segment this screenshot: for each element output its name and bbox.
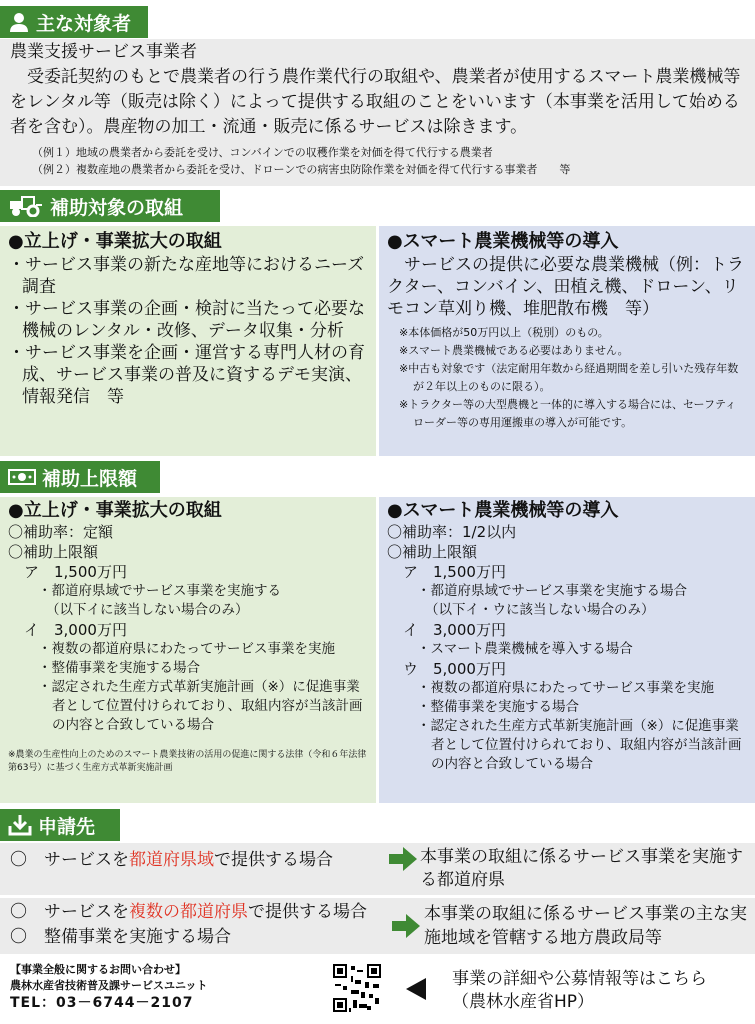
left-item: ・サービス事業の新たな産地等におけるニーズ調査: [8, 255, 365, 297]
download-icon: [8, 814, 32, 836]
tier-cond: ・認定された生産方式革新実施計画（※）に促進事業者として位置付けられており、取組内容が当該計画の内容と合致している場合: [417, 718, 742, 772]
right-note: ※スマート農業機械である必要はありません。: [399, 344, 629, 357]
right-note: ※本体価格が50万円以上（税別）のもの。: [399, 326, 609, 339]
subsidy-target-left: [0, 226, 376, 456]
contact-tel: TEL：03－6744－2107: [10, 995, 194, 1011]
link-sub: （農林水産省HP）: [452, 992, 595, 1012]
header-subsidy-target: [0, 190, 220, 222]
subsidy-target-right: [379, 226, 755, 456]
target-heading: 農業支援サービス事業者: [10, 42, 197, 62]
contact-title: 【事業全般に関するお問い合わせ】: [10, 963, 186, 976]
money-icon: [8, 467, 36, 487]
contact-block: [10, 962, 310, 1022]
subsidy-limit-right: [379, 497, 755, 803]
tier-cond: ・整備事業を実施する場合: [38, 660, 200, 676]
apply-condition-pre: 〇 サービスを: [10, 850, 129, 870]
apply-condition: [10, 902, 367, 923]
arrow-right-icon: [389, 847, 417, 871]
target-example-1: （例１）地域の農業者から委託を受け、コンバインでの収穫作業を対価を得て代行する農業者: [32, 146, 493, 159]
apply-condition-highlight: 複数の都道府県: [129, 902, 248, 922]
header-title: 補助対象の取組: [50, 196, 184, 219]
limit-label: 〇補助上限額: [8, 543, 99, 561]
contact-org: 農林水産省技術普及課サービスユニット: [10, 979, 208, 992]
left-item: ・サービス事業を企画・運営する専門人材の育成、サービス事業の普及に資するデモ実演、情報発信 等: [8, 343, 365, 407]
arrow-right-icon: [392, 914, 420, 938]
right-body: サービスの提供に必要な農業機械（例：トラクター、コンバイン、田植え機、ドローン、リモコン草刈り機、堆肥散布機 等）: [387, 255, 744, 319]
tier-cond: ・認定された生産方式革新実施計画（※）に促進事業者として位置付けられており、取組内容が当該計画の内容と合致している場合: [38, 679, 363, 733]
header-target: [0, 6, 148, 38]
person-icon: [8, 11, 30, 33]
apply-destination: 本事業の取組に係るサービス事業の主な実施地域を管轄する地方農政局等: [424, 904, 747, 948]
apply-condition-post: で提供する場合: [214, 850, 333, 870]
tractor-icon: [8, 195, 44, 217]
rate-label: 〇補助率：定額: [8, 523, 114, 541]
tier-label: ウ 5,000万円: [403, 660, 506, 678]
apply-condition-post: で提供する場合: [248, 902, 367, 922]
apply-condition-highlight: 都道府県域: [129, 850, 214, 870]
limit-label: 〇補助上限額: [387, 543, 478, 561]
tier-cond: ・複数の都道府県にわたってサービス事業を実施: [38, 641, 335, 657]
right-note: ※中古も対象です（法定耐用年数から経過期間を差し引いた残存年数が２年以上のものに限る）。: [399, 362, 739, 393]
triangle-left-icon: [406, 978, 426, 1000]
left-heading: ●立上げ・事業拡大の取組: [8, 500, 222, 521]
apply-condition-pre: 〇 サービスを: [10, 902, 129, 922]
rate-label: 〇補助率：1/2以内: [387, 523, 517, 541]
tier-label: イ 3,000万円: [24, 621, 127, 639]
tier-label: ア 1,500万円: [403, 563, 506, 581]
right-note: ※トラクター等の大型農機と一体的に導入する場合には、セーフティローダー等の専用運搬車の導入が可能です。: [399, 398, 737, 429]
apply-row-1: [0, 843, 755, 895]
tier-cond: （以下イ・ウに該当しない場合のみ）: [425, 602, 655, 618]
tier-label: イ 3,000万円: [403, 621, 506, 639]
apply-condition: [10, 850, 333, 871]
tier-cond: ・都道府県域でサービス事業を実施する場合: [417, 583, 687, 599]
link-text[interactable]: 事業の詳細や公募情報等はこちら: [452, 969, 707, 989]
apply-condition-2: 〇 整備事業を実施する場合: [10, 927, 231, 947]
header-title: 補助上限額: [42, 467, 138, 490]
tier-cond: ・都道府県域でサービス事業を実施する: [38, 583, 281, 599]
subsidy-limit-left: [0, 497, 376, 803]
apply-row-2: [0, 898, 755, 954]
header-apply: [0, 809, 120, 841]
tier-cond: ・スマート農業機械を導入する場合: [417, 641, 633, 657]
target-panel: [0, 39, 755, 186]
tier-cond: （以下イに該当しない場合のみ）: [46, 602, 249, 618]
left-heading: ●立上げ・事業拡大の取組: [8, 231, 222, 252]
header-subsidy-limit: [0, 461, 160, 493]
tier-label: ア 1,500万円: [24, 563, 127, 581]
footnote: ※農業の生産性向上のためのスマート農業技術の活用の促進に関する法律（令和６年法律第63号）に基づく生産方式革新実施計画: [8, 750, 367, 773]
target-example-2: （例２）複数産地の農業者から委託を受け、ドローンでの病害虫防除作業を対価を得て代行する事業者 等: [32, 163, 571, 176]
target-body: 受委託契約のもとで農業者の行う農作業代行の取組や、農業者が使用するスマート農業機械等をレンタル等（販売は除く）によって提供する取組のことをいいます（本事業を活用して始める者を含む）。農産物の加工・流通・販売に係るサービスは除きます。: [10, 67, 741, 137]
header-title: 申請先: [38, 815, 96, 838]
header-title: 主な対象者: [36, 12, 132, 35]
qr-code-icon[interactable]: [331, 962, 383, 1014]
left-item: ・サービス事業の企画・検討に当たって必要な機械のレンタル・改修、データ収集・分析: [8, 299, 365, 341]
tier-cond: ・整備事業を実施する場合: [417, 699, 579, 715]
apply-destination: 本事業の取組に係るサービス事業を実施する都道府県: [420, 847, 743, 890]
right-heading: ●スマート農業機械等の導入: [387, 231, 619, 252]
link-block[interactable]: [452, 968, 752, 1014]
tier-cond: ・複数の都道府県にわたってサービス事業を実施: [417, 680, 714, 696]
right-heading: ●スマート農業機械等の導入: [387, 500, 619, 521]
